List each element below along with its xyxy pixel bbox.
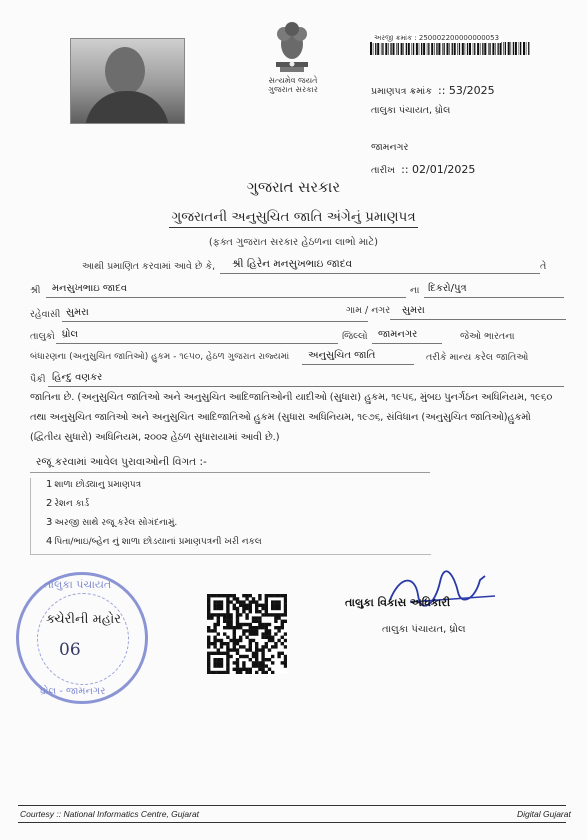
certificate-note: (ફક્ત ગુજરાત સરકાર હેઠળના લાભો માટે) xyxy=(208,237,379,248)
certificate-number-label: પ્રમાણપત્ર ક્રમાંક xyxy=(371,86,432,97)
footer-brand: Digital Gujarat xyxy=(517,809,571,819)
resident-value: સુમરા xyxy=(66,307,89,318)
emblem-caption xyxy=(248,76,338,94)
je-label: જેઓ ભારતના xyxy=(460,331,515,342)
application-number: અરજી ક્રમાંક : 250002200000000053 xyxy=(374,34,500,42)
taluka-value: ધ્રોલ xyxy=(62,329,79,340)
taluka-label: તાલુકો xyxy=(30,331,55,342)
intro-text: આથી પ્રમાણિત કરવામાં આવે છે કે, xyxy=(82,261,216,272)
emblem-caption-govt: ગુજરાત સરકાર xyxy=(268,85,318,94)
emblem-caption-motto: સત્યમેવ જયતે xyxy=(268,76,318,85)
na-label: ના xyxy=(410,285,420,296)
officer-title: તાલુકા વિકાસ અધિકારી xyxy=(345,596,451,609)
govt-title: ગુજરાત સરકાર xyxy=(246,178,341,196)
village-label: ગામ / નગર xyxy=(346,305,391,316)
seal-outer-bottom: ધ્રોલ - જામનગર xyxy=(40,686,106,697)
footer-bottom-rule xyxy=(18,822,566,823)
legal-paragraph: જાતિના છે. (અનુસુચિત જાતિઓ અને અનુસુચિત આદિજાતિઓની યાદીઓ (સુધારા) હુકમ, ૧૯૫૬, મુંબઇ પુનર્ગઠન અધિનિયમ, ૧૯૬૦ તથા અનુસુચિત જાતિઓ અને અનુસુચિત આદિજાતિઓ હુકમ (સુધારા અધિનિયમ, ૧૯૭૬, સંવિધાન (અનુસુચિત જાતિઓ)હુકમો (દ્વિતીય સુધારો) અધિનિયમ, ૨૦૦૨ હેઠળ સુધારાયામાં આવી છે.) xyxy=(30,392,553,443)
applicant-photo xyxy=(70,38,185,124)
document-item: 3 અરજી સાથે રજૂ કરેલ સોગંદનામું. xyxy=(46,517,178,528)
officer-office: તાલુકા પંચાયત, ધ્રોલ xyxy=(382,624,466,635)
issue-date-label: તારીખ xyxy=(371,165,396,176)
documents-title: રજૂ કરવામાં આવેલ પુરાવાઓની વિગત :- xyxy=(36,456,207,468)
father-name: મનસુખભાઇ જાદવ xyxy=(52,283,128,294)
certificate-number-value: :: 53/2025 xyxy=(438,84,495,97)
applicant-name: શ્રી હિરેન મનસુખભાઇ જાદવ xyxy=(232,258,353,270)
caste-value: હિન્દુ વણકર xyxy=(52,372,103,383)
documents-frame xyxy=(30,478,431,555)
certificate-title-text: ગુજરાતની અનુસુચિત જાતિ અંગેનું પ્રમાણપત્ર xyxy=(169,209,417,228)
district-label: જિલ્લો xyxy=(342,331,368,342)
certificate-title xyxy=(0,209,587,225)
document-item: 2 રેશન કાર્ડ xyxy=(46,498,90,509)
qr-code xyxy=(207,594,287,674)
recognized-text: તરીકે માન્ય કરેલ જાતિઓ xyxy=(426,352,529,363)
village-value: સુમરા xyxy=(402,305,425,316)
relation-value: દિકરો/પુત્ર xyxy=(428,283,467,294)
paiki-label: પૈકી xyxy=(30,374,46,385)
document-item: 4 પિતા/ભાઇ/બ્હેન નું શાળા છોડયાનાં પ્રમાણપત્રની ખરી નકલ xyxy=(46,536,262,547)
issue-date-row xyxy=(371,163,475,176)
issuing-office: તાલુકા પંચાયત, ધ્રોલ xyxy=(371,105,451,116)
document-item: 1 શાળા છોડ્યાનુ પ્રમાણપત્ર xyxy=(46,479,142,490)
seal-outer-top: તાલુકા પંચાયત xyxy=(44,578,112,591)
seal-number: 06 xyxy=(59,640,81,660)
footer-top-rule xyxy=(18,805,566,806)
resident-label: રહેવાસી xyxy=(30,309,61,320)
issuing-district: જામનગર xyxy=(371,142,409,153)
constitution-text: બંધારણના (અનુસુચિત જાતિઓ) હુકમ - ૧૯૫૦, હેઠળ ગુજરાત રાજ્યમાં xyxy=(30,352,290,362)
seal-center-text: ક્ચેરીની મહોર xyxy=(46,612,121,627)
national-emblem-icon xyxy=(262,18,322,74)
te-text: તે xyxy=(540,261,547,272)
shri-label: શ્રી xyxy=(30,285,41,296)
documents-divider xyxy=(30,472,430,473)
category-value: અનુસુચિત જાતિ xyxy=(308,350,376,361)
issue-date-value: :: 02/01/2025 xyxy=(401,163,476,176)
footer-courtesy: Courtesy :: National Informatics Centre, Gujarat xyxy=(20,809,200,819)
certificate-number-row xyxy=(371,84,495,97)
district-value: જામનગર xyxy=(378,329,418,340)
